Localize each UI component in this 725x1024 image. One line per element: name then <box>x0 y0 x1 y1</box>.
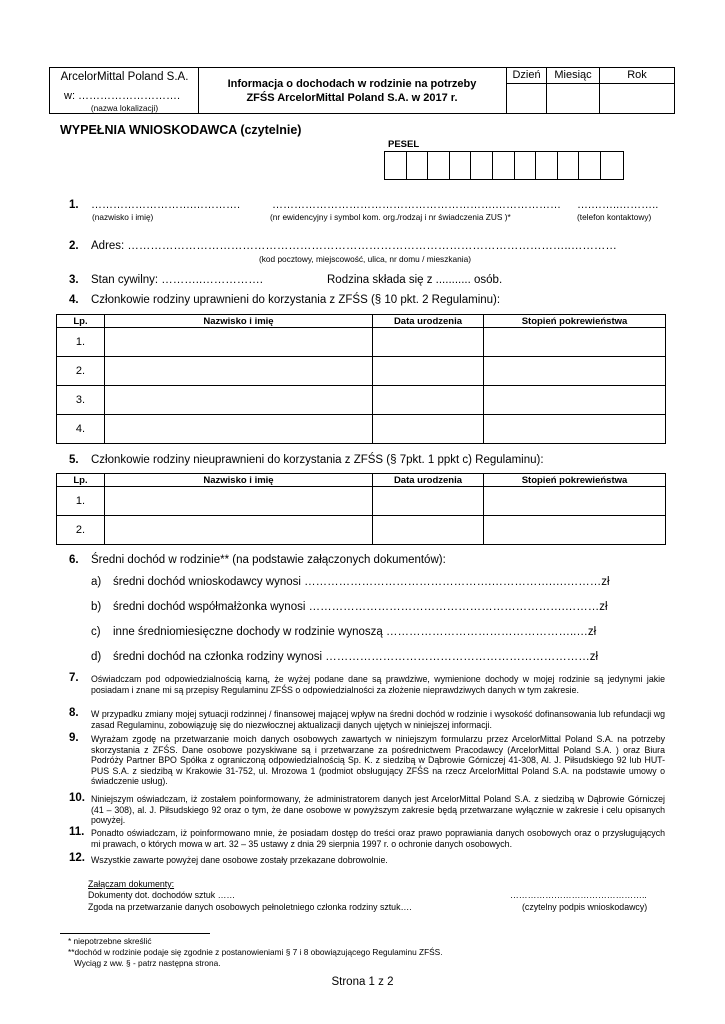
table-row <box>57 357 666 386</box>
statement12-text: Wszystkie zawarte powyżej dane osobowe zostały przekazane dobrowolnie. <box>91 855 388 865</box>
col-name: Nazwisko i imię <box>105 315 373 328</box>
row-number: 4. <box>57 415 105 444</box>
footnote-3: Wyciąg z ww. § - patrz następna strona. <box>74 958 221 968</box>
row-number: 2. <box>57 516 105 545</box>
day-label: Dzień <box>507 68 547 84</box>
item5-number: 5. <box>69 454 79 466</box>
statement12-number: 12. <box>69 852 85 864</box>
attachments-income-docs[interactable]: Dokumenty dot. dochodów sztuk …… <box>88 890 236 900</box>
birthdate-cell[interactable] <box>373 415 484 444</box>
item2-number: 2. <box>69 240 79 252</box>
col-birthdate: Data urodzenia <box>373 315 484 328</box>
statement8-number: 8. <box>69 707 79 719</box>
birthdate-cell[interactable] <box>373 487 484 516</box>
relation-cell[interactable] <box>484 386 666 415</box>
phone-caption: (telefon kontaktowy) <box>577 212 652 222</box>
table-row <box>57 328 666 357</box>
statement8-text: W przypadku zmiany mojej sytuacji rodzinnej / finansowej mającej wpływ na średni dochód w rodzinie i wysokość dofinansowania lub refundacji wg zasad Regulaminu, zobowiązuję się do niezwłocznej aktualizacji danych ujętych w niniejszej informacji. <box>91 709 665 730</box>
employee-id-caption: (nr ewidencyjny i symbol kom. org./rodzaj i nr świadczenia ZUS )* <box>270 212 511 222</box>
attachments-consents[interactable]: Zgoda na przetwarzanie danych osobowych pełnoletniego członka rodziny sztuk…. <box>88 902 412 912</box>
statement10-number: 10. <box>69 792 85 804</box>
address-caption: (kod pocztowy, miejscowość, ulica, nr domu / mieszkania) <box>259 254 471 264</box>
month-label: Miesiąc <box>547 68 600 84</box>
eligible-members-table <box>56 314 666 444</box>
pesel-digit[interactable] <box>558 152 580 179</box>
relation-cell[interactable] <box>484 357 666 386</box>
name-caption: (nazwisko i imię) <box>92 212 154 222</box>
company-cell <box>50 68 199 113</box>
item6-text: Średni dochód w rodzinie** (na podstawie załączonych dokumentów): <box>91 554 446 566</box>
month-field[interactable] <box>547 84 600 113</box>
income-d-letter: d) <box>91 651 102 663</box>
birthdate-cell[interactable] <box>373 516 484 545</box>
location-caption: (nazwa lokalizacji) <box>90 103 159 113</box>
birthdate-cell[interactable] <box>373 386 484 415</box>
statement7-text: Oświadczam pod odpowiedzialnością karną, że wyżej podane dane są prawdziwe, wymienione dochody w mojej rodzinie są jedynymi jakie posiadam i znane mi są przepisy Regulaminu ZFŚS o odpowiedzialności za złożenie nieprawdziwych danych w tym zakresie. <box>91 674 665 695</box>
relation-cell[interactable] <box>484 415 666 444</box>
statement7-number: 7. <box>69 672 79 684</box>
section-title: WYPEŁNIA WNIOSKODAWCA (czytelnie) <box>60 123 302 137</box>
name-cell[interactable] <box>105 487 373 516</box>
col-relation: Stopień pokrewieństwa <box>484 315 666 328</box>
row-number: 3. <box>57 386 105 415</box>
table-row <box>57 386 666 415</box>
row-number: 1. <box>57 328 105 357</box>
pesel-digit[interactable] <box>428 152 450 179</box>
income-c-letter: c) <box>91 626 101 638</box>
pesel-field[interactable] <box>384 151 624 180</box>
row-number: 1. <box>57 487 105 516</box>
spouse-income-field[interactable]: średni dochód współmałżonka wynosi ………………………………………………………….………zł <box>113 601 608 613</box>
item1-number: 1. <box>69 199 79 211</box>
relation-cell[interactable] <box>484 328 666 357</box>
marital-status-field[interactable]: Stan cywilny: ………..……………. <box>91 274 263 286</box>
income-b-letter: b) <box>91 601 102 613</box>
statement11-number: 11. <box>69 826 85 838</box>
col-relation: Stopień pokrewieństwa <box>484 474 666 487</box>
table-row <box>57 516 666 545</box>
pesel-digit[interactable] <box>536 152 558 179</box>
pesel-digit[interactable] <box>450 152 472 179</box>
footnote-divider <box>60 933 210 934</box>
pesel-label: PESEL <box>388 139 420 150</box>
other-income-field[interactable]: inne średniomiesięczne dochody w rodzinie wynoszą …………………………………………..…zł <box>113 626 597 638</box>
address-field[interactable]: Adres: ……………………………………………………………………………………………………..………… <box>91 240 617 252</box>
footnote-1: * niepotrzebne skreślić <box>68 936 152 946</box>
day-field[interactable] <box>507 84 547 113</box>
birthdate-cell[interactable] <box>373 328 484 357</box>
pesel-digit[interactable] <box>471 152 493 179</box>
form-title-line2: ZFŚS ArcelorMittal Poland S.A. w 2017 r. <box>246 92 458 104</box>
employee-id-field[interactable]: …………………………………………………….……………… <box>272 199 562 211</box>
page-number: Strona 1 z 2 <box>331 976 394 988</box>
statement9-number: 9. <box>69 732 79 744</box>
relation-cell[interactable] <box>484 516 666 545</box>
item3-number: 3. <box>69 274 79 286</box>
signature-caption: (czytelny podpis wnioskodawcy) <box>522 902 648 912</box>
col-lp: Lp. <box>57 315 105 328</box>
birthdate-cell[interactable] <box>373 357 484 386</box>
phone-field[interactable]: ….……..……….. <box>577 199 659 211</box>
attachments-title: Załączam dokumenty: <box>88 879 175 889</box>
family-size-field[interactable]: Rodzina składa się z ........... osób. <box>327 274 503 286</box>
row-number: 2. <box>57 357 105 386</box>
name-field[interactable]: ……………………….…………. <box>91 199 241 211</box>
header-box <box>49 67 675 114</box>
name-cell[interactable] <box>105 415 373 444</box>
pesel-digit[interactable] <box>601 152 623 179</box>
pesel-digit[interactable] <box>385 152 407 179</box>
form-title-line1: Informacja o dochodach w rodzinie na potrzeby <box>227 78 477 90</box>
item4-text: Członkowie rodziny uprawnieni do korzystania z ZFŚS (§ 10 pkt. 2 Regulaminu): <box>91 294 501 306</box>
per-member-income-field[interactable]: średni dochód na członka rodziny wynosi ……………………………………………………………zł <box>113 651 599 663</box>
col-birthdate: Data urodzenia <box>373 474 484 487</box>
title-cell <box>199 68 507 113</box>
pesel-digit[interactable] <box>407 152 429 179</box>
pesel-digit[interactable] <box>493 152 515 179</box>
name-cell[interactable] <box>105 357 373 386</box>
name-cell[interactable] <box>105 386 373 415</box>
col-lp: Lp. <box>57 474 105 487</box>
year-label: Rok <box>600 68 674 84</box>
pesel-digit[interactable] <box>515 152 537 179</box>
statement10-text: Niniejszym oświadczam, iż zostałem poinformowany, że administratorem danych jest ArcelorMittal Poland S.A. z siedzibą w Dąbrowie Górniczej (41 – 308), al. J. Piłsudskiego 92 oraz o tym, że dane osobowe w powyższym zakresie będą przetwarzane wyłącznie w zakresie i celu opisanych powyżej. <box>91 794 665 826</box>
item4-number: 4. <box>69 294 79 306</box>
item6-number: 6. <box>69 554 79 566</box>
statement9-text: Wyrażam zgodę na przetwarzanie moich danych osobowych zawartych w niniejszym formularzu przez ArcelorMittal Poland S.A. na potrzeby skorzystania z ZFŚS. Dane osobowe pozyskiwane są i przetwarzane za pośrednictwem Pracodawcy (ArcelorMittal Poland S.A. ) oraz Biura Podróży Partner BPO Spółka z ograniczoną odpowiedzialnością Sp. K. z siedzibą w Dąbrowie Górniczej 41-308, Al. J. Piłsudskiego 92 lub HUT-PUS S.A. z siedzibą w Krakowie 31-752, ul. Mrozowa 1 (podmiot obsługujący ZFŚS na rzecz ArcelorMittal Poland S.A. na podstawie umowy o świadczenie usług). <box>91 734 665 787</box>
footnote-2: **dochód w rodzinie podaje się zgodnie z postanowieniami § 7 i 8 obowiązującego Regulaminu ZFŚS. <box>68 947 443 957</box>
ineligible-members-table <box>56 473 666 545</box>
name-cell[interactable] <box>105 328 373 357</box>
table-row <box>57 487 666 516</box>
location-line: w: ………………………. <box>64 90 181 102</box>
col-name: Nazwisko i imię <box>105 474 373 487</box>
company-name: ArcelorMittal Poland S.A. <box>60 71 189 83</box>
applicant-income-field[interactable]: średni dochód wnioskodawcy wynosi ………………………………………….…………….….………zł <box>113 576 610 588</box>
table-row <box>57 415 666 444</box>
pesel-digit[interactable] <box>579 152 601 179</box>
signature-field[interactable]: ……………………………………….. <box>510 890 647 900</box>
statement11-text: Ponadto oświadczam, iż poinformowano mnie, że posiadam dostęp do treści oraz prawo poprawiania danych osobowych oraz o przysługujących mi prawach, o których mowa w art. 32 – 35 ustawy z dnia 29 sierpnia 1997 r. o ochronie danych osobowych. <box>91 828 665 849</box>
year-field[interactable] <box>600 84 674 113</box>
name-cell[interactable] <box>105 516 373 545</box>
income-a-letter: a) <box>91 576 102 588</box>
item5-text: Członkowie rodziny nieuprawnieni do korzystania z ZFŚS (§ 7pkt. 1 ppkt c) Regulaminu): <box>91 454 544 466</box>
relation-cell[interactable] <box>484 487 666 516</box>
